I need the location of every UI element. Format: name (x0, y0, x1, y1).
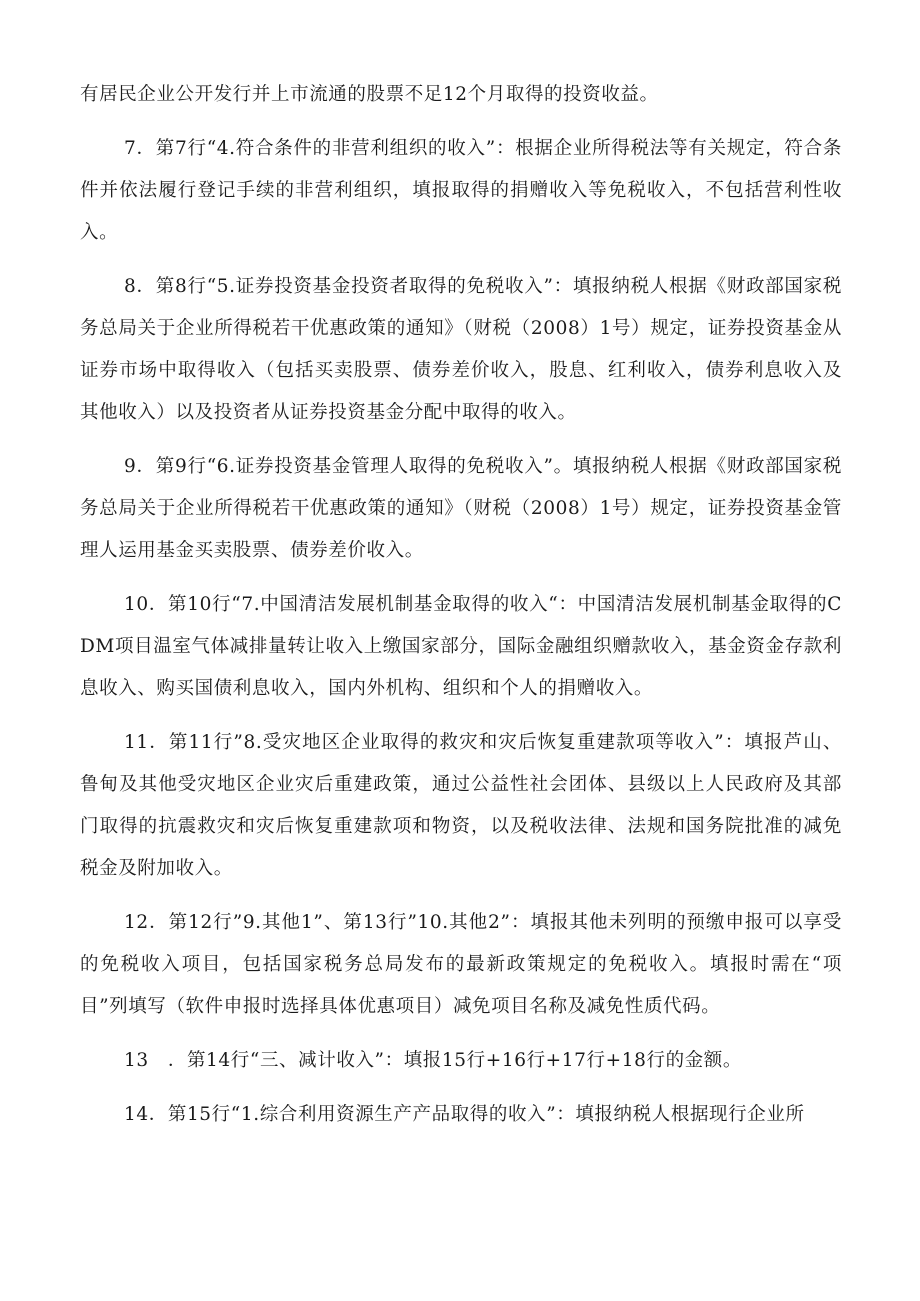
paragraph-item-14: 14．第15行“1.综合利用资源生产产品取得的收入”：填报纳税人根据现行企业所 (124, 1104, 805, 1125)
paragraph-item-13: 13 ．第14行“三、减计收入”：填报15行+16行+17行+18行的金额。 (124, 1050, 742, 1071)
paragraph-item-7: 7．第7行“4.符合条件的非营利组织的收入”：根据企业所得税法等有关规定，符合条件并依法履行登记手续的非营利组织，填报取得的捐赠收入等免税收入，不包括营利性收入。 (80, 138, 842, 243)
paragraph-item-11: 11．第11行”8.受灾地区企业取得的救灾和灾后恢复重建款项等收入”：填报芦山、鲁甸及其他受灾地区企业灾后重建政策，通过公益性社会团体、县级以上人民政府及其部门取得的抗震救灾和灾后恢复重建款项和物资，以及税收法律、法规和国务院批准的减免税金及附加收入。 (80, 732, 842, 879)
document-body (80, 74, 842, 1136)
paragraph-item-12: 12．第12行”9.其他1”、第13行”10.其他2”：填报其他未列明的预缴申报可以享受的免税收入项目，包括国家税务总局发布的最新政策规定的免税收入。填报时需在“项目”列填写（软件申报时选择具体优惠项目）减免项目名称及减免性质代码。 (80, 912, 842, 1017)
paragraph-item-8: 8．第8行“5.证券投资基金投资者取得的免税收入”：填报纳税人根据《财政部国家税务总局关于企业所得税若干优惠政策的通知》（财税（2008）1号）规定，证券投资基金从证券市场中取得收入（包括买卖股票、债券差价收入，股息、红利收入，债券利息收入及其他收入）以及投资者从证券投资基金分配中取得的收入。 (80, 276, 842, 423)
paragraph-item-9: 9．第9行“6.证券投资基金管理人取得的免税收入”。填报纳税人根据《财政部国家税务总局关于企业所得税若干优惠政策的通知》（财税（2008）1号）规定，证券投资基金管理人运用基金买卖股票、债券差价收入。 (80, 456, 842, 561)
paragraph-continuation: 有居民企业公开发行并上市流通的股票不足12个月取得的投资收益。 (80, 84, 659, 105)
paragraph-item-10: 10．第10行“7.中国清洁发展机制基金取得的收入“：中国清洁发展机制基金取得的CDM项目温室气体减排量转让收入上缴国家部分，国际金融组织赠款收入，基金资金存款利息收入、购买国债利息收入，国内外机构、组织和个人的捐赠收入。 (80, 594, 842, 699)
